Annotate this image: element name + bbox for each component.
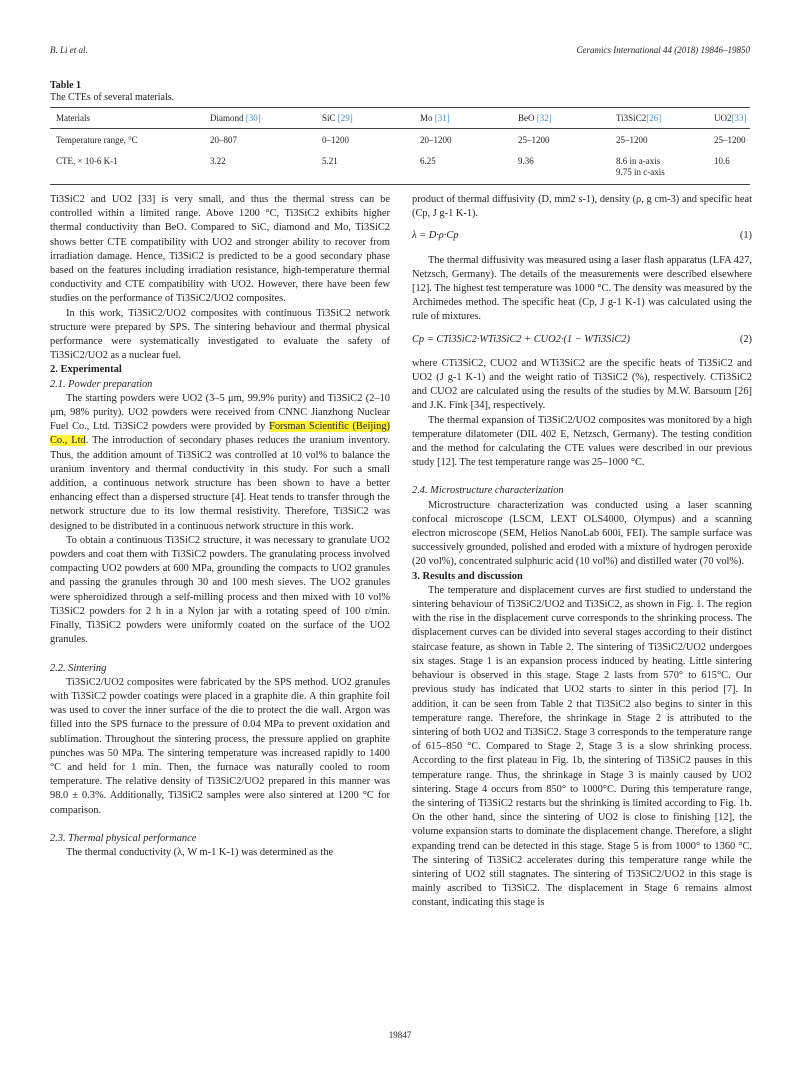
column-header-label: UO2 (714, 112, 732, 123)
equation-body: Cp = CTi3SiC2·WTi3SiC2 + CUO2·(1 − WTi3SiC2) (412, 333, 630, 345)
column-header-label: Ti3SiC2 (616, 112, 647, 123)
citation-link[interactable]: [33] (731, 112, 747, 123)
paragraph: Ti3SiC2 and UO2 [33] is very small, and thus the thermal stress can be controlled within a limited range. Above 1200 °C, Ti3SiC2 exhibits higher thermal conductivity than BeO. Compared to SiC, diamond and Mo, Ti3SiC2 shows better CTE compatibility with UO2 and stronger ability to recover from irradiation damage. Hence, Ti3SiC2 is predicted to be a good secondary phase based on the features including irradiation resistance, high-temperature thermal conductivity and CTE compatibility with UO2. However, there have been few studies on the performance of Ti3SiC2/UO2 composites. (50, 194, 390, 305)
table-cell (708, 167, 750, 185)
table-cell (204, 167, 316, 185)
column-header-label: BeO (518, 112, 537, 123)
cte-table (50, 107, 750, 185)
equation-2 (412, 333, 752, 347)
table-cell: 10.6 (714, 156, 730, 166)
table-header-row (50, 108, 750, 129)
page-number: 19847 (388, 1030, 412, 1040)
table-cell (512, 167, 610, 185)
running-header-authors: B. Li et al. (50, 45, 88, 55)
table-cell (414, 167, 512, 185)
table-cell: 0–1200 (322, 135, 349, 145)
table-cell: 5.21 (322, 156, 338, 166)
section-heading-results: 3. Results and discussion (412, 570, 523, 582)
text-run: . The introduction of secondary phases reduces the uranium inventory. Thus, the addition amount of Ti3SiC2 was controlled at 10 vol% to balance the uranium inventory and thermal conductivity in this study. For such a small addition, a continuous network structure has been shown to have a better enhancing effect than a dispersed structure [4]. Heat tends to transfer through the network structure due to its low thermal resistivity. Therefore, Ti3SiC2 was designed to be distributed in a continuous network structure in this work. (50, 435, 390, 532)
table-cell: 3.22 (210, 156, 226, 166)
citation-link[interactable]: [32] (536, 112, 552, 123)
running-header-journal: Ceramics International 44 (2018) 19846–19850 (576, 45, 750, 55)
column-header (204, 108, 316, 129)
right-column (412, 193, 752, 911)
equation-body: λ = D·ρ·Cp (412, 230, 459, 242)
table-cell: 25–1200 (616, 135, 648, 145)
subsection-heading-powder-preparation: 2.1. Powder preparation (50, 378, 153, 390)
column-header (316, 108, 414, 129)
column-header-label: Mo (420, 112, 435, 123)
table-row (50, 129, 750, 151)
subsection-heading-microstructure: 2.4. Microstructure characterization (412, 485, 564, 497)
table-cell: 25–1200 (518, 135, 550, 145)
column-header (414, 108, 512, 129)
citation-link[interactable]: [26] (646, 112, 662, 123)
table-body (50, 129, 750, 185)
left-column (50, 193, 390, 860)
section-heading-experimental: 2. Experimental (50, 364, 122, 376)
column-header-label: Diamond (210, 112, 246, 123)
table-cell: 9.75 in c-axis (610, 167, 708, 185)
table-caption: The CTEs of several materials. (50, 92, 175, 103)
equation-1 (412, 229, 752, 243)
subsection-heading-thermal: 2.3. Thermal physical performance (50, 832, 197, 844)
column-header-label: SiC (322, 112, 338, 123)
citation-link[interactable]: [31] (434, 112, 450, 123)
paragraph: where CTi3SiC2, CUO2 and WTi3SiC2 are the specific heats of Ti3SiC2 and UO2 (J g-1 K-1) and the weight ratio of Ti3SiC2 (%), respectively. CTi3SiC2 and CUO2 are calculated using the results of the studies by M.W. Barsoum [26] and J.K. Fink [34], respectively. (412, 357, 752, 412)
table-title: Table 1 (50, 80, 82, 91)
paragraph (50, 392, 390, 534)
equation-number: (2) (739, 333, 752, 345)
table-cell: 25–1200 (714, 135, 746, 145)
equation-number: (1) (739, 230, 752, 242)
paragraph: In this work, Ti3SiC2/UO2 composites with continuous Ti3SiC2 network structure were prepared by SPS. The sintering behaviour and thermal physical performance were systematically investigated to evaluate the safety of Ti3SiC2/UO2 as a nuclear fuel. (50, 307, 390, 362)
table-cell: Temperature range, °C (56, 135, 138, 145)
table-cell: 6.25 (420, 156, 436, 166)
paragraph: Microstructure characterization was conducted using a laser scanning confocal microscope (LSCM, LEXT OLS4000, Olympus) and a scanning electron microscope (SEM, Helios NanoLab 600i, FEI). The sample surface was successively grounded, polished and eroded with a mixture of hydrogen peroxide (20 vol%), concentrated sulphuric acid (10 vol%) and distilled water (70 vol%). (412, 499, 752, 568)
column-header (50, 108, 204, 129)
column-header (708, 108, 750, 129)
table-1 (50, 80, 750, 185)
citation-link[interactable]: [30] (245, 112, 261, 123)
table-cell (50, 167, 204, 185)
paragraph: The temperature and displacement curves are first studied to understand the sintering behaviour of Ti3SiC2/UO2 and Ti3SiC2, as shown in Fig. 1. The region with the rise in the displacement curve corresponds to the shrinking process. The displacement curves can be divided into several stages according to their distinct staircase feature, as shown in Table 2. The sintering of Ti3SiC2/UO2 undergoes six stages. Stage 1 is an expansion process induced by heating. Little sintering behaviour is observed in this stage. Stage 2 lasts from 570° to 615°C. Our previous study has indicated that UO2 starts to sinter in this period [7]. In addition, it can be seen from Table 2 that Ti3SiC2 also begins to sinter in this temperature range. Therefore, the shrinkage in Stage 2 is attributed to the sintering of both UO2 and Ti3SiC2. Stage 3 corresponds to the temperature range of 615–850 °C. Compared to Stage 2, Stage 3 is a slow shrinking process. According to the first plateau in Fig. 1b, the sintering of Ti3SiC2 pauses in this temperature range. Thus, the shrinkage in Stage 3 is mainly caused by UO2 sintering. Stage 4 occurs from 850° to 1000°C. During this temperature range, the sintering of Ti3SiC2 restarts but the shrinking is limited according to Fig. 1b. On the other hand, since the sintering of UO2 is close to finishing [12], the volume expansion starts to dominate the displacement change. Therefore, a slight expanding trend can be detected in this stage. Stage 5 is from 1000° to 1360 °C. The sintering of Ti3SiC2 accelerates during this temperature range while the sintering of UO2 still stagnates. The sintering of Ti3SiC2/UO2 in this stage is mainly ascribed to Ti3SiC2. The displacement in Stage 6 remains almost constant, indicating this stage is (412, 584, 752, 909)
text-run: The starting powders were UO2 (3–5 μm, 99.9% purity) and Ti3SiC2 (2–10 μm, 98% purity). UO2 powders were received from CNNC Jianzhong Nuclear Fuel Co., Ltd. Ti3SiC2 powders were provided by (50, 392, 390, 433)
paragraph: The thermal diffusivity was measured using a laser flash apparatus (LFA 427, Netzsch, Germany). The details of the measurements were described elsewhere [12]. The highest test temperature was 1000 °C. The density was measured by the Archimedes method. The specific heat (Cp, J g-1 K-1) was calculated using the rule of mixtures. (412, 254, 752, 323)
table-cell: 9.36 (518, 156, 534, 166)
table-cell: 20–807 (210, 135, 237, 145)
paragraph: product of thermal diffusivity (D, mm2 s-1), density (ρ, g cm-3) and specific heat (Cp, J g-1 K-1). (412, 194, 752, 220)
subsection-heading-sintering: 2.2. Sintering (50, 662, 107, 674)
paragraph: To obtain a continuous Ti3SiC2 structure, it was necessary to granulate UO2 powders and coat them with Ti3SiC2 powders. The granulating process involved compacting UO2 powders at 600 MPa, grounding the compacts to UO2 granules and passing the granules through 30 and 100 mesh sieves. The UO2 granules were spheroidized through a self-milling process and then mixed with 10 vol% Ti3SiC2 powders for 2 h in a Nylon jar with a rotating speed of 100 r/min. Finally, Ti3SiC2 powders were uniformly coated on the surface of the UO2 granules. (50, 534, 390, 646)
table-cell: 20–1200 (420, 135, 452, 145)
citation-link[interactable]: [29] (337, 112, 353, 123)
column-header (610, 108, 708, 129)
table-row (50, 167, 750, 185)
paragraph: The thermal conductivity (λ, W m-1 K-1) was determined as the (66, 846, 334, 858)
table-row (50, 150, 750, 167)
column-header (512, 108, 610, 129)
table-cell (316, 167, 414, 185)
highlighted-text[interactable]: Forsman Scientific (Beijing) Co., Ltd (50, 421, 390, 447)
column-header-label: Materials (56, 112, 90, 123)
table-cell: CTE, × 10-6 K-1 (56, 156, 118, 166)
table-cell: 8.6 in a-axis (616, 156, 661, 166)
paragraph: The thermal expansion of Ti3SiC2/UO2 composites was monitored by a high temperature dilatometer (DIL 402 E, Netzsch, Germany). The testing condition and the method for calculating the CTE values were described in our previous study [12]. The test temperature range was 25–1000 °C. (412, 414, 752, 469)
paragraph: Ti3SiC2/UO2 composites were fabricated by the SPS method. UO2 granules with Ti3SiC2 powder coatings were placed in a graphite die. A thin graphite foil was used to cover the inner surface of the die to protect the die wall. Argon was filled into the SPS furnace to the pressure of 0.04 MPa to prevent oxidation and sublimation. Throughout the sintering process, the pressure applied on graphite punches was 50 MPa. The sintering temperature was increased rapidly to 1400 °C and held for 1 min. Then, the furnace was naturally cooled to room temperature. The relative density of Ti3SiC2/UO2 prepared in this manner was 98.0 ± 0.3%. Additionally, Ti3SiC2 samples were also sintered at 1200 °C for comparison. (50, 676, 390, 816)
